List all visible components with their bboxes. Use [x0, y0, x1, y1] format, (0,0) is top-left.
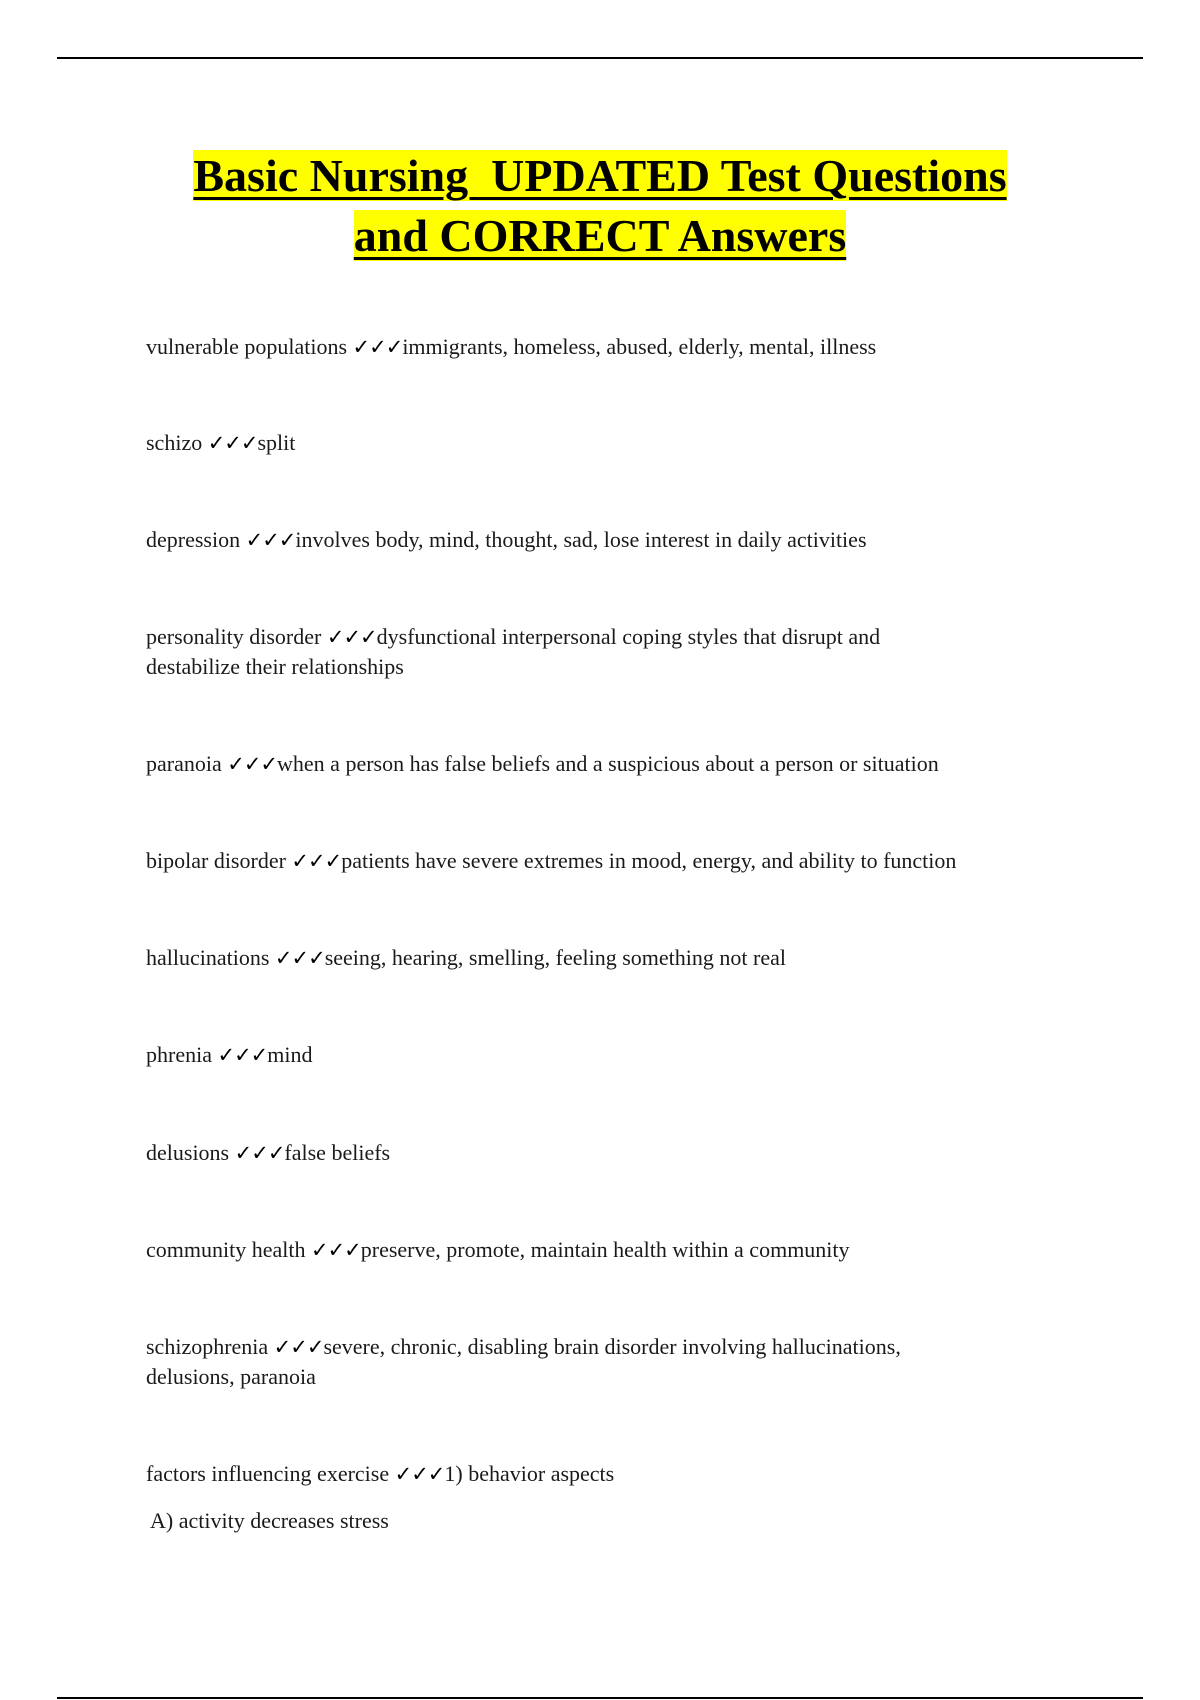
- entry-subitem: A) activity decreases stress: [150, 1508, 389, 1533]
- checkmark-icon: ✓✓✓: [326, 625, 377, 649]
- entry-term: personality disorder: [146, 624, 322, 649]
- checkmark-icon: ✓✓✓: [394, 1462, 445, 1486]
- qa-entry: [146, 1138, 1106, 1168]
- qa-entry: [146, 622, 1106, 682]
- checkmark-icon: ✓✓✓: [207, 431, 258, 455]
- checkmark-icon: ✓✓✓: [310, 1238, 361, 1262]
- entry-term: delusions: [146, 1140, 230, 1165]
- entry-term: schizophrenia: [146, 1334, 269, 1359]
- qa-entry: [146, 1459, 1106, 1536]
- top-rule: [57, 57, 1143, 59]
- qa-entry: [146, 1332, 1106, 1392]
- qa-entry: [146, 332, 1106, 362]
- checkmark-icon: ✓✓✓: [234, 1141, 285, 1165]
- entry-term: depression: [146, 527, 241, 552]
- qa-entry: [146, 1235, 1106, 1265]
- qa-entry: [146, 525, 1106, 555]
- entry-term: hallucinations: [146, 945, 270, 970]
- checkmark-icon: ✓✓✓: [274, 946, 325, 970]
- qa-entry: [146, 428, 1106, 458]
- entry-definition: when a person has false beliefs and a suspicious about a person or situation: [277, 751, 939, 776]
- checkmark-icon: ✓✓✓: [227, 752, 278, 776]
- qa-entry: [146, 846, 1106, 876]
- qa-entry: [146, 943, 1106, 973]
- entry-definition: seeing, hearing, smelling, feeling something not real: [324, 945, 786, 970]
- entry-term: factors influencing exercise: [146, 1461, 390, 1486]
- checkmark-icon: ✓✓✓: [273, 1335, 324, 1359]
- entry-definition: split: [257, 430, 296, 455]
- entry-definition: severe, chronic, disabling brain disorder involving hallucinations, delusions, paranoia: [146, 1334, 901, 1389]
- entry-term: schizo: [146, 430, 203, 455]
- title-line-2: and CORRECT Answers: [353, 210, 847, 261]
- checkmark-icon: ✓✓✓: [245, 528, 296, 552]
- entry-term: paranoia: [146, 751, 222, 776]
- entry-definition: patients have severe extremes in mood, energy, and ability to function: [341, 848, 957, 873]
- entry-definition: false beliefs: [284, 1140, 391, 1165]
- qa-entry: [146, 749, 1106, 779]
- document-title: [0, 146, 1200, 266]
- entry-definition: involves body, mind, thought, sad, lose interest in daily activities: [295, 527, 867, 552]
- checkmark-icon: ✓✓✓: [217, 1043, 268, 1067]
- entry-definition: preserve, promote, maintain health within a community: [360, 1237, 850, 1262]
- entry-term: vulnerable populations: [146, 334, 348, 359]
- entry-definition: dysfunctional interpersonal coping styles that disrupt and destabilize their relationships: [146, 624, 881, 679]
- checkmark-icon: ✓✓✓: [291, 849, 342, 873]
- bottom-rule: [57, 1697, 1143, 1699]
- entry-term: bipolar disorder: [146, 848, 286, 873]
- checkmark-icon: ✓✓✓: [352, 335, 403, 359]
- entry-definition: immigrants, homeless, abused, elderly, mental, illness: [402, 334, 877, 359]
- title-line-1: Basic Nursing UPDATED Test Questions: [193, 150, 1007, 201]
- entry-term: community health: [146, 1237, 306, 1262]
- entry-definition: mind: [267, 1042, 313, 1067]
- entry-definition: 1) behavior aspects: [444, 1461, 615, 1486]
- qa-entry: [146, 1040, 1106, 1070]
- entry-term: phrenia: [146, 1042, 212, 1067]
